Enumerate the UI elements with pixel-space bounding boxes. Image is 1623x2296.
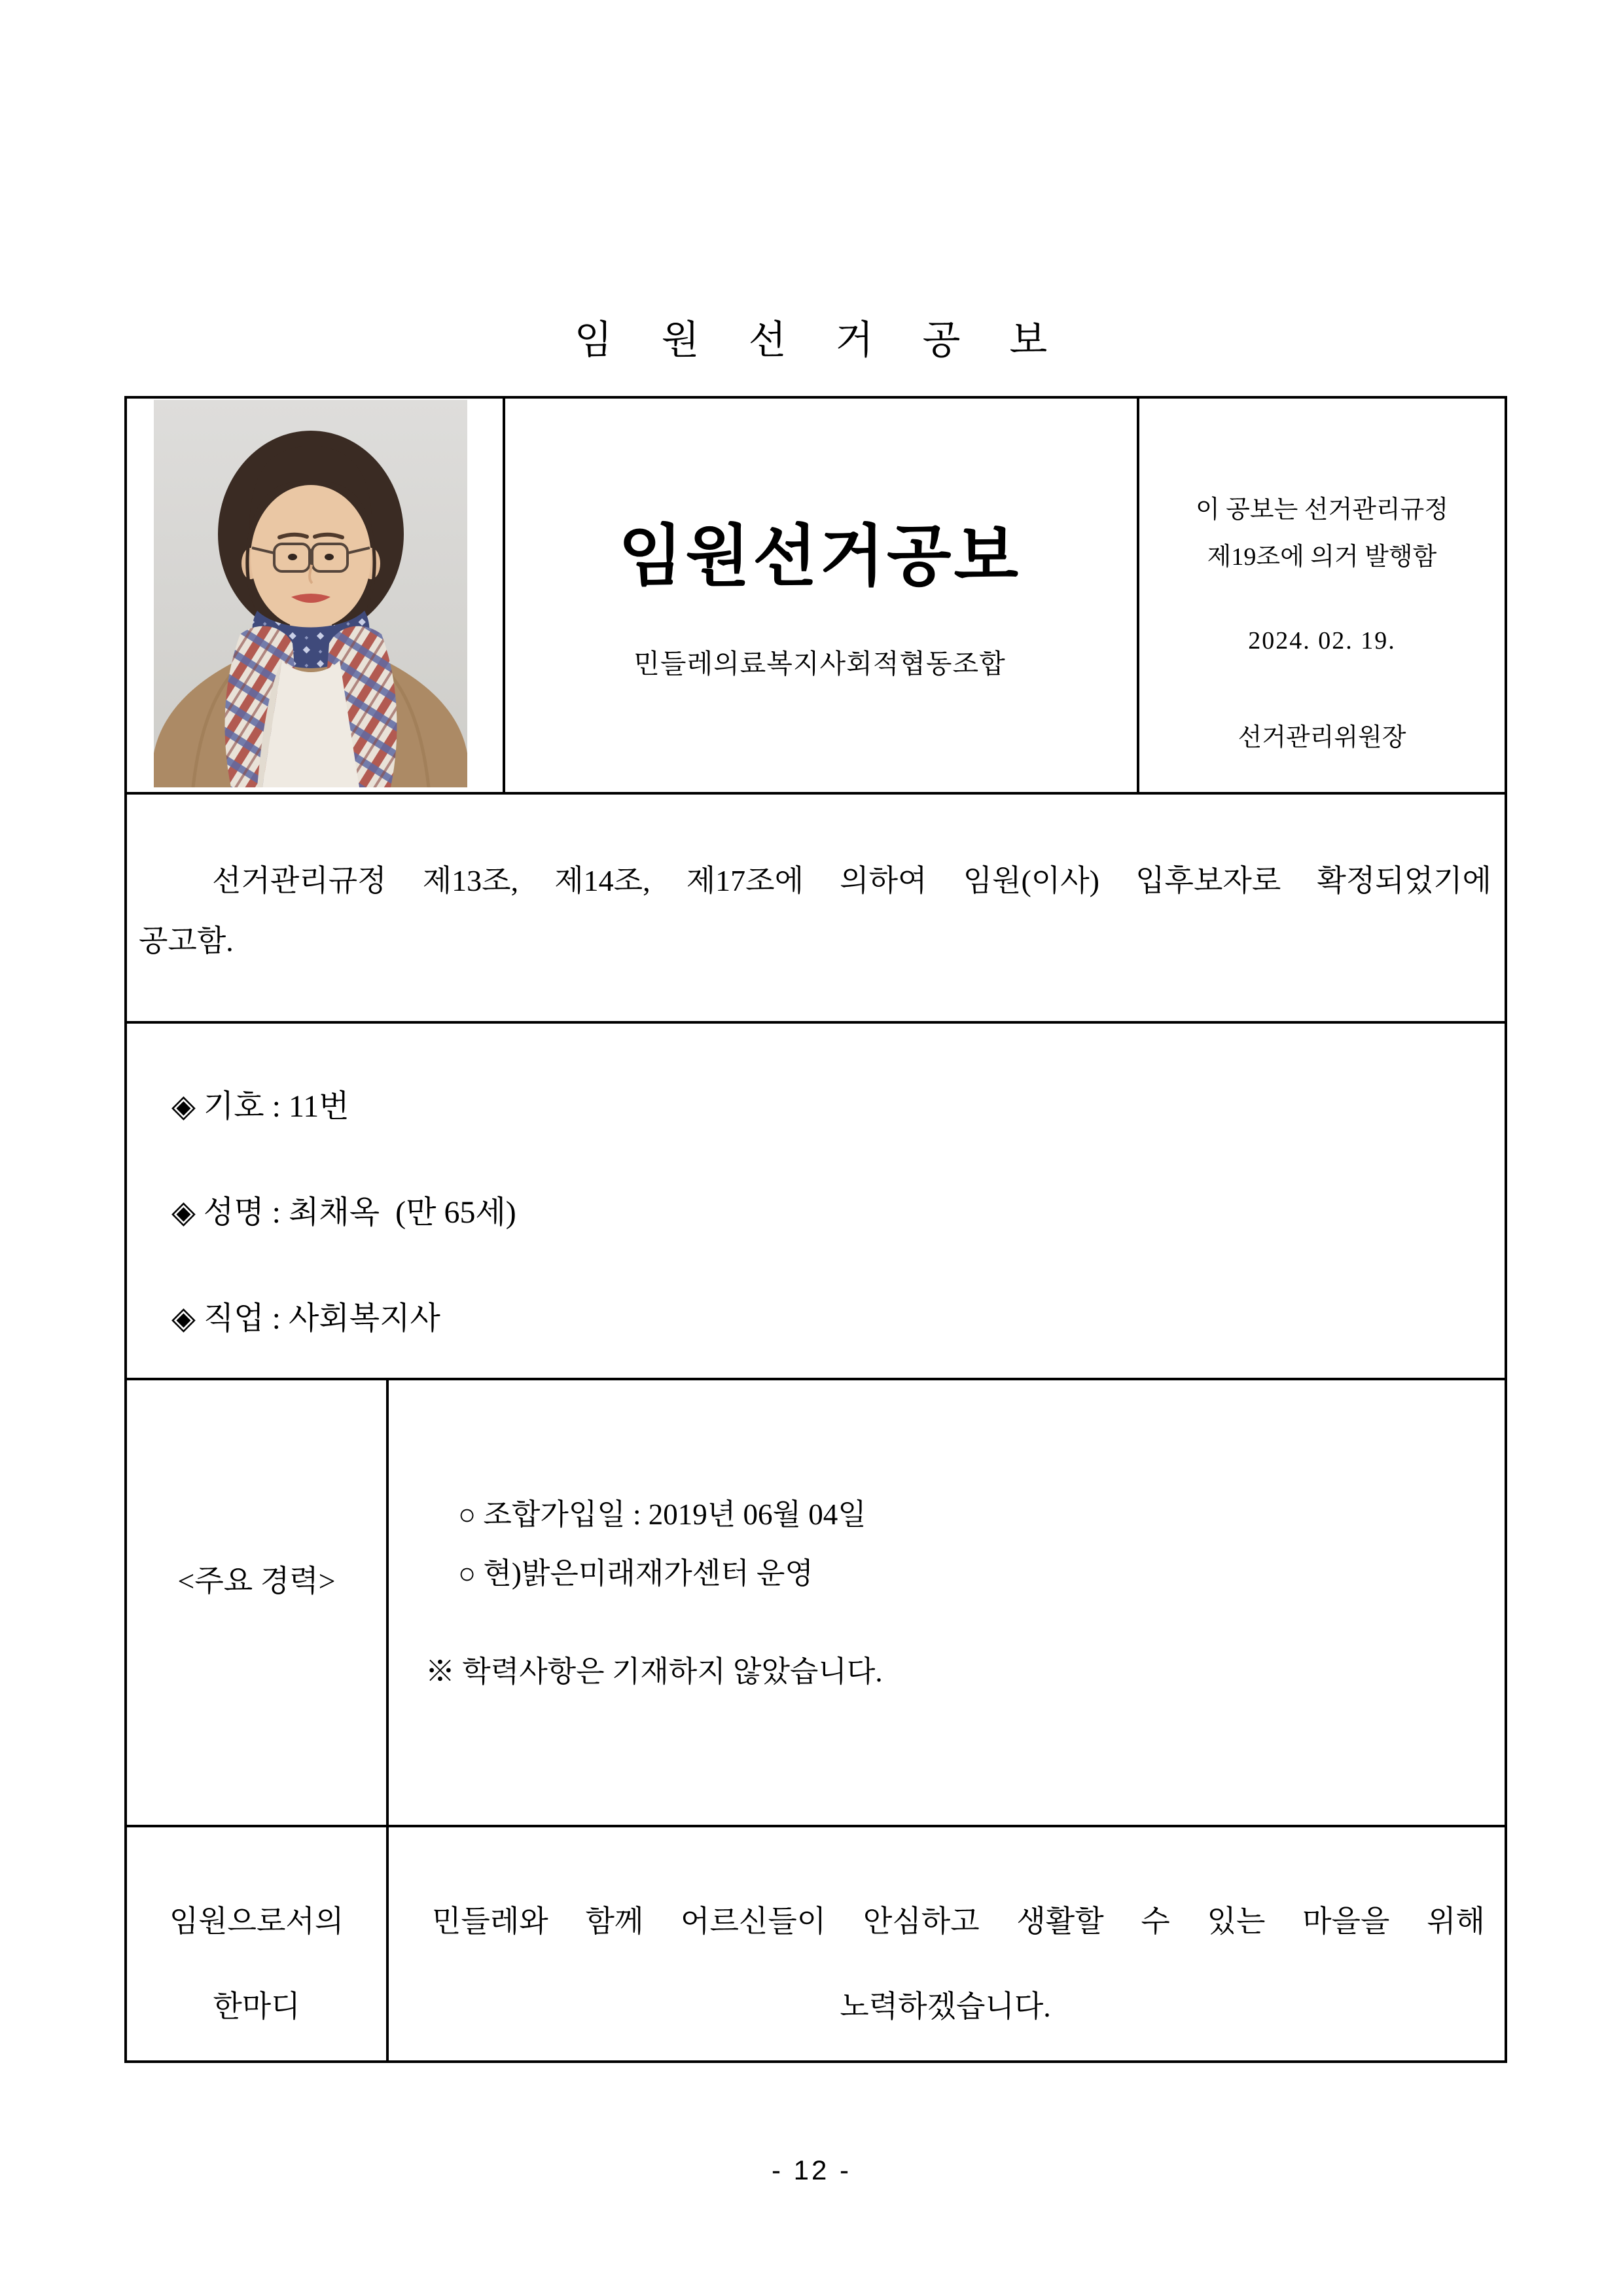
- issuance-date: 2024. 02. 19.: [1248, 627, 1396, 655]
- career-bullet-current-role: ○ 현)밝은미래재가센터 운영: [458, 1557, 813, 1590]
- candidate-photo: [154, 400, 467, 787]
- message-label-line-2: 한마디: [213, 1990, 300, 2023]
- election-table: [124, 396, 1507, 2063]
- career-section-label: <주요 경력>: [177, 1564, 336, 1598]
- photo-cell: [127, 399, 503, 792]
- page-title: 임 원 선 거 공 보: [574, 319, 1049, 362]
- table-divider-horizontal-1: [127, 792, 1505, 795]
- candidate-occupation-line: ◈ 직업 : 사회복지사: [171, 1301, 440, 1336]
- message-label-line-1: 임원으로서의: [169, 1905, 344, 1938]
- header-title-cell: [503, 399, 1137, 792]
- candidate-message-line-1: 민들레와 함께 어르신들이 안심하고 생활할 수 있는 마을을 위해: [432, 1905, 1485, 1938]
- table-divider-vertical-3: [386, 1378, 389, 2060]
- issuance-line-2: 제19조에 의거 발행함: [1207, 543, 1437, 571]
- table-divider-horizontal-2: [127, 1021, 1505, 1024]
- candidate-number-line: ◈ 기호 : 11번: [171, 1089, 349, 1124]
- table-divider-horizontal-3: [127, 1378, 1505, 1380]
- table-divider-horizontal-4: [127, 1825, 1505, 1827]
- career-bullet-join-date: ○ 조합가입일 : 2019년 06월 04일: [458, 1498, 866, 1531]
- issuance-cell: [1137, 399, 1507, 792]
- candidate-name-line: ◈ 성명 : 최채옥 (만 65세): [171, 1195, 516, 1230]
- page-number: - 12 -: [771, 2155, 852, 2185]
- issuance-issuer: 선거관리위원장: [1238, 724, 1406, 751]
- candidate-message-line-2: 노력하겠습니다.: [840, 1990, 1051, 2023]
- bulletin-main-title: 임원선거공보: [618, 520, 1022, 594]
- issuance-line-1: 이 공보는 선거관리규정: [1195, 496, 1449, 524]
- announcement-line-2: 공고함.: [139, 924, 234, 958]
- organization-name: 민들레의료복지사회적협동조합: [633, 649, 1006, 679]
- announcement-line-1: 선거관리규정 제13조, 제14조, 제17조에 의하여 임원(이사) 입후보자로 확정되었기에: [212, 864, 1491, 897]
- career-education-note: ※ 학력사항은 기재하지 않았습니다.: [425, 1655, 883, 1688]
